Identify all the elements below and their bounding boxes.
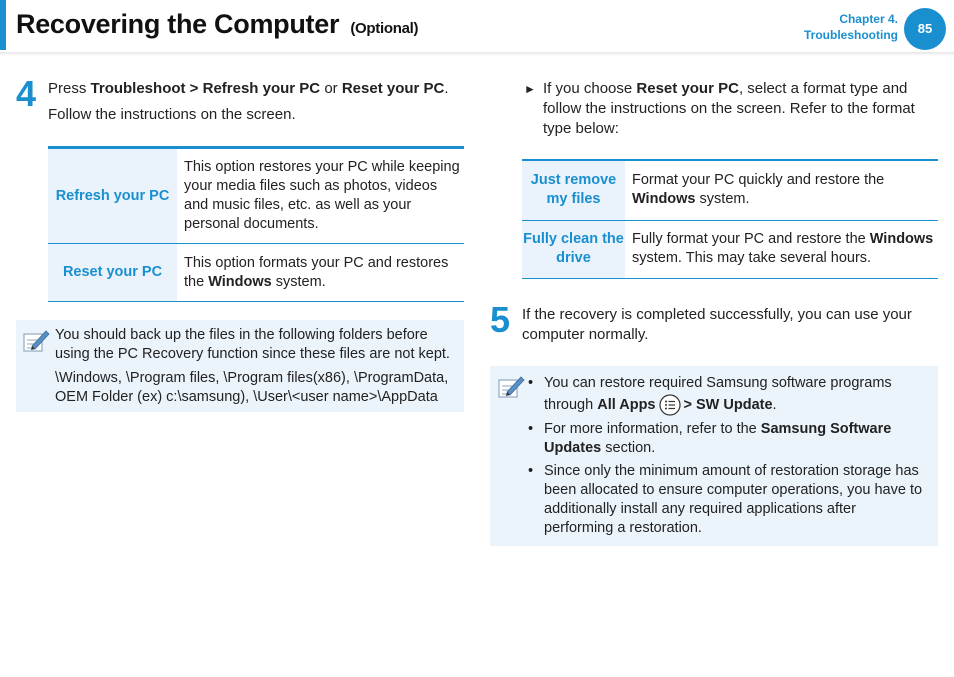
step-5-number: 5	[490, 299, 511, 340]
list-item: • You can restore required Samsung software programs through All Apps > SW Update.	[528, 372, 926, 416]
format-type-table	[522, 159, 938, 279]
page-title: Recovering the Computer (Optional)	[16, 9, 419, 39]
option-just-remove-desc: Format your PC quickly and restore the Windows system.	[625, 160, 938, 220]
note-pencil-icon	[22, 328, 50, 354]
restore-note-list	[528, 372, 926, 542]
step-5-text: If the recovery is completed successfully, you can use your computer normally.	[522, 306, 912, 343]
chapter-name: Troubleshooting	[804, 28, 898, 42]
header-divider	[0, 52, 954, 56]
step-4-instruction: Press Troubleshoot > Refresh your PC or Reset your PC.	[48, 80, 449, 97]
option-just-remove-label: Just remove my files	[522, 160, 625, 220]
option-fully-clean-label: Fully clean the drive	[522, 220, 625, 278]
table-row	[48, 244, 464, 302]
option-refresh-label: Refresh your PC	[48, 148, 177, 244]
chapter-number: Chapter 4.	[839, 12, 898, 26]
bullet-arrow-icon: ►	[524, 82, 536, 96]
list-item: • Since only the minimum amount of restoration storage has been allocated to ensure computer operations, you have to additionally install any required applications after performing a restoration.	[528, 462, 926, 538]
step-4-follow-text: Follow the instructions on the screen.	[48, 106, 296, 123]
reset-choice-text: If you choose Reset your PC, select a format type and follow the instructions on the screen. Refer to the format type below:	[543, 80, 915, 137]
page-number-badge: 85	[904, 8, 946, 50]
step-4-number: 4	[16, 73, 37, 114]
title-suffix: (Optional)	[350, 20, 419, 37]
all-apps-icon	[659, 394, 681, 416]
table-row	[522, 220, 938, 278]
refresh-reset-table	[48, 146, 464, 302]
option-fully-clean-desc: Fully format your PC and restore the Windows system. This may take several hours.	[632, 231, 934, 266]
table-row	[522, 160, 938, 220]
backup-folders-list: \Windows, \Program files, \Program files(x86), \ProgramData, OEM Folder (ex) c:\samsung), \User\<user name>\AppData	[55, 370, 449, 405]
header-accent-bar	[0, 0, 6, 50]
option-reset-desc: This option formats your PC and restores the Windows system.	[184, 254, 449, 290]
option-reset-label: Reset your PC	[48, 244, 177, 302]
table-row	[48, 148, 464, 244]
chapter-label	[804, 11, 898, 43]
list-item: • For more information, refer to the Samsung Software Updates section.	[528, 420, 926, 458]
option-refresh-desc: This option restores your PC while keeping your media files such as photos, videos and music files, etc. as well as your personal documents.	[177, 148, 464, 244]
note-pencil-icon	[497, 374, 525, 400]
backup-note-text: You should back up the files in the following folders before using the PC Recovery function since these files are not kept.	[55, 327, 450, 362]
